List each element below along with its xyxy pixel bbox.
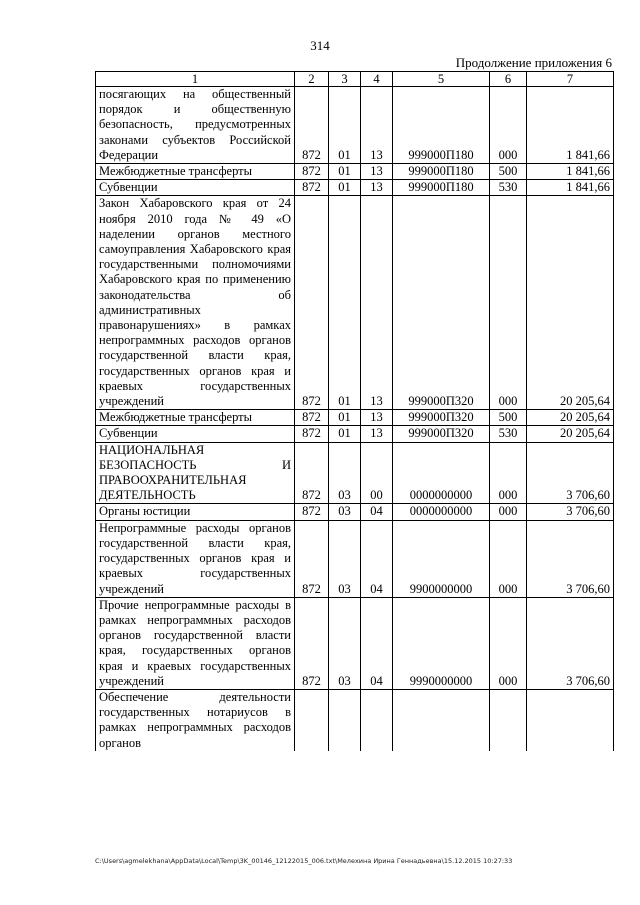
table-row: [96, 597, 614, 689]
row-expense-type: 000: [490, 196, 527, 410]
header-col-5: 5: [393, 72, 490, 87]
table-row: [96, 442, 614, 504]
table-row: [96, 520, 614, 597]
row-expense-type: 000: [490, 442, 527, 504]
row-expense-type: 000: [490, 520, 527, 597]
row-ministry-code: 872: [295, 504, 329, 520]
row-target-code: 9900000000: [393, 520, 490, 597]
row-amount: 3 706,60: [527, 520, 614, 597]
table-row: [96, 426, 614, 442]
row-expense-type: 000: [490, 597, 527, 689]
row-target-code: 0000000000: [393, 442, 490, 504]
row-amount: 1 841,66: [527, 180, 614, 196]
row-ministry-code: 872: [295, 410, 329, 426]
row-target-code: [393, 689, 490, 750]
row-name: Межбюджетные трансферты: [96, 164, 295, 180]
row-target-code: 9990000000: [393, 597, 490, 689]
budget-table: [95, 71, 614, 751]
row-ministry-code: 872: [295, 87, 329, 164]
footer-file-path: C:\Users\agmelekhana\AppData\Local\Temp\3K_00146_12122015_006.txt\Мелехина Ирина Геннадьевна\15.12.2015 10:27:33: [95, 857, 513, 865]
table-row: [96, 504, 614, 520]
row-subsection-code: 13: [361, 164, 393, 180]
row-expense-type: 500: [490, 164, 527, 180]
row-subsection-code: 13: [361, 87, 393, 164]
table-row: [96, 196, 614, 410]
row-name: Субвенции: [96, 426, 295, 442]
row-amount: 20 205,64: [527, 410, 614, 426]
table-row: [96, 87, 614, 164]
row-ministry-code: 872: [295, 597, 329, 689]
row-section-code: 03: [329, 597, 361, 689]
row-subsection-code: [361, 689, 393, 750]
row-amount: 1 841,66: [527, 87, 614, 164]
row-ministry-code: 872: [295, 196, 329, 410]
header-col-4: 4: [361, 72, 393, 87]
row-name: Межбюджетные трансферты: [96, 410, 295, 426]
row-name: Закон Хабаровского края от 24 ноября 2010 года № 49 «О наделении органов местного самоуправления Хабаровского края государственными полномочиями Хабаровского края по применению законодательства об административных правонарушениях» в рамках непрограммных расходов органов государственной власти края, государственных органов края и краевых государственных учреждений: [96, 196, 295, 410]
row-amount: 3 706,60: [527, 442, 614, 504]
row-target-code: 999000П320: [393, 196, 490, 410]
row-expense-type: 530: [490, 426, 527, 442]
table-row: [96, 180, 614, 196]
row-name: Органы юстиции: [96, 504, 295, 520]
row-subsection-code: 04: [361, 504, 393, 520]
row-subsection-code: 13: [361, 426, 393, 442]
row-ministry-code: 872: [295, 180, 329, 196]
row-subsection-code: 04: [361, 597, 393, 689]
header-col-7: 7: [527, 72, 614, 87]
row-ministry-code: 872: [295, 426, 329, 442]
header-col-1: 1: [96, 72, 295, 87]
row-name: НАЦИОНАЛЬНАЯ БЕЗОПАСНОСТЬ И ПРАВООХРАНИТЕЛЬНАЯ ДЕЯТЕЛЬНОСТЬ: [96, 442, 295, 504]
table-header-row: [96, 72, 614, 87]
row-ministry-code: 872: [295, 442, 329, 504]
header-col-6: 6: [490, 72, 527, 87]
row-ministry-code: 872: [295, 164, 329, 180]
continuation-title: Продолжение приложения 6: [455, 55, 612, 70]
row-expense-type: 000: [490, 504, 527, 520]
row-name: Обеспечение деятельности государственных нотариусов в рамках непрограммных расходов органов: [96, 689, 295, 750]
row-subsection-code: 13: [361, 196, 393, 410]
row-subsection-code: 00: [361, 442, 393, 504]
row-name: посягающих на общественный порядок и общественную безопасность, предусмотренных законами субъектов Российской Федерации: [96, 87, 295, 164]
row-section-code: 03: [329, 504, 361, 520]
row-amount: 3 706,60: [527, 504, 614, 520]
row-amount: 1 841,66: [527, 164, 614, 180]
row-ministry-code: 872: [295, 520, 329, 597]
row-target-code: 999000П180: [393, 164, 490, 180]
header-col-2: 2: [295, 72, 329, 87]
row-section-code: 01: [329, 196, 361, 410]
row-target-code: 999000П180: [393, 180, 490, 196]
row-amount: 20 205,64: [527, 426, 614, 442]
row-section-code: 03: [329, 442, 361, 504]
row-expense-type: 530: [490, 180, 527, 196]
row-amount: 3 706,60: [527, 597, 614, 689]
row-subsection-code: 13: [361, 410, 393, 426]
row-target-code: 999000П320: [393, 410, 490, 426]
table-row: [96, 164, 614, 180]
table-row: [96, 689, 614, 750]
header-col-3: 3: [329, 72, 361, 87]
row-expense-type: [490, 689, 527, 750]
row-name: Субвенции: [96, 180, 295, 196]
row-section-code: 01: [329, 87, 361, 164]
row-section-code: [329, 689, 361, 750]
row-section-code: 03: [329, 520, 361, 597]
row-target-code: 999000П320: [393, 426, 490, 442]
table-row: [96, 410, 614, 426]
row-amount: 20 205,64: [527, 196, 614, 410]
row-expense-type: 000: [490, 87, 527, 164]
row-subsection-code: 04: [361, 520, 393, 597]
row-target-code: 999000П180: [393, 87, 490, 164]
row-subsection-code: 13: [361, 180, 393, 196]
row-target-code: 0000000000: [393, 504, 490, 520]
row-amount: [527, 689, 614, 750]
row-section-code: 01: [329, 426, 361, 442]
row-name: Непрограммные расходы органов государственной власти края, государственных органов края и краевых государственных учреждений: [96, 520, 295, 597]
row-ministry-code: [295, 689, 329, 750]
row-expense-type: 500: [490, 410, 527, 426]
row-section-code: 01: [329, 164, 361, 180]
row-section-code: 01: [329, 180, 361, 196]
row-name: Прочие непрограммные расходы в рамках непрограммных расходов органов государственной власти края, государственных органов края и краевых государственных учреждений: [96, 597, 295, 689]
page-number: 314: [310, 38, 330, 53]
row-section-code: 01: [329, 410, 361, 426]
